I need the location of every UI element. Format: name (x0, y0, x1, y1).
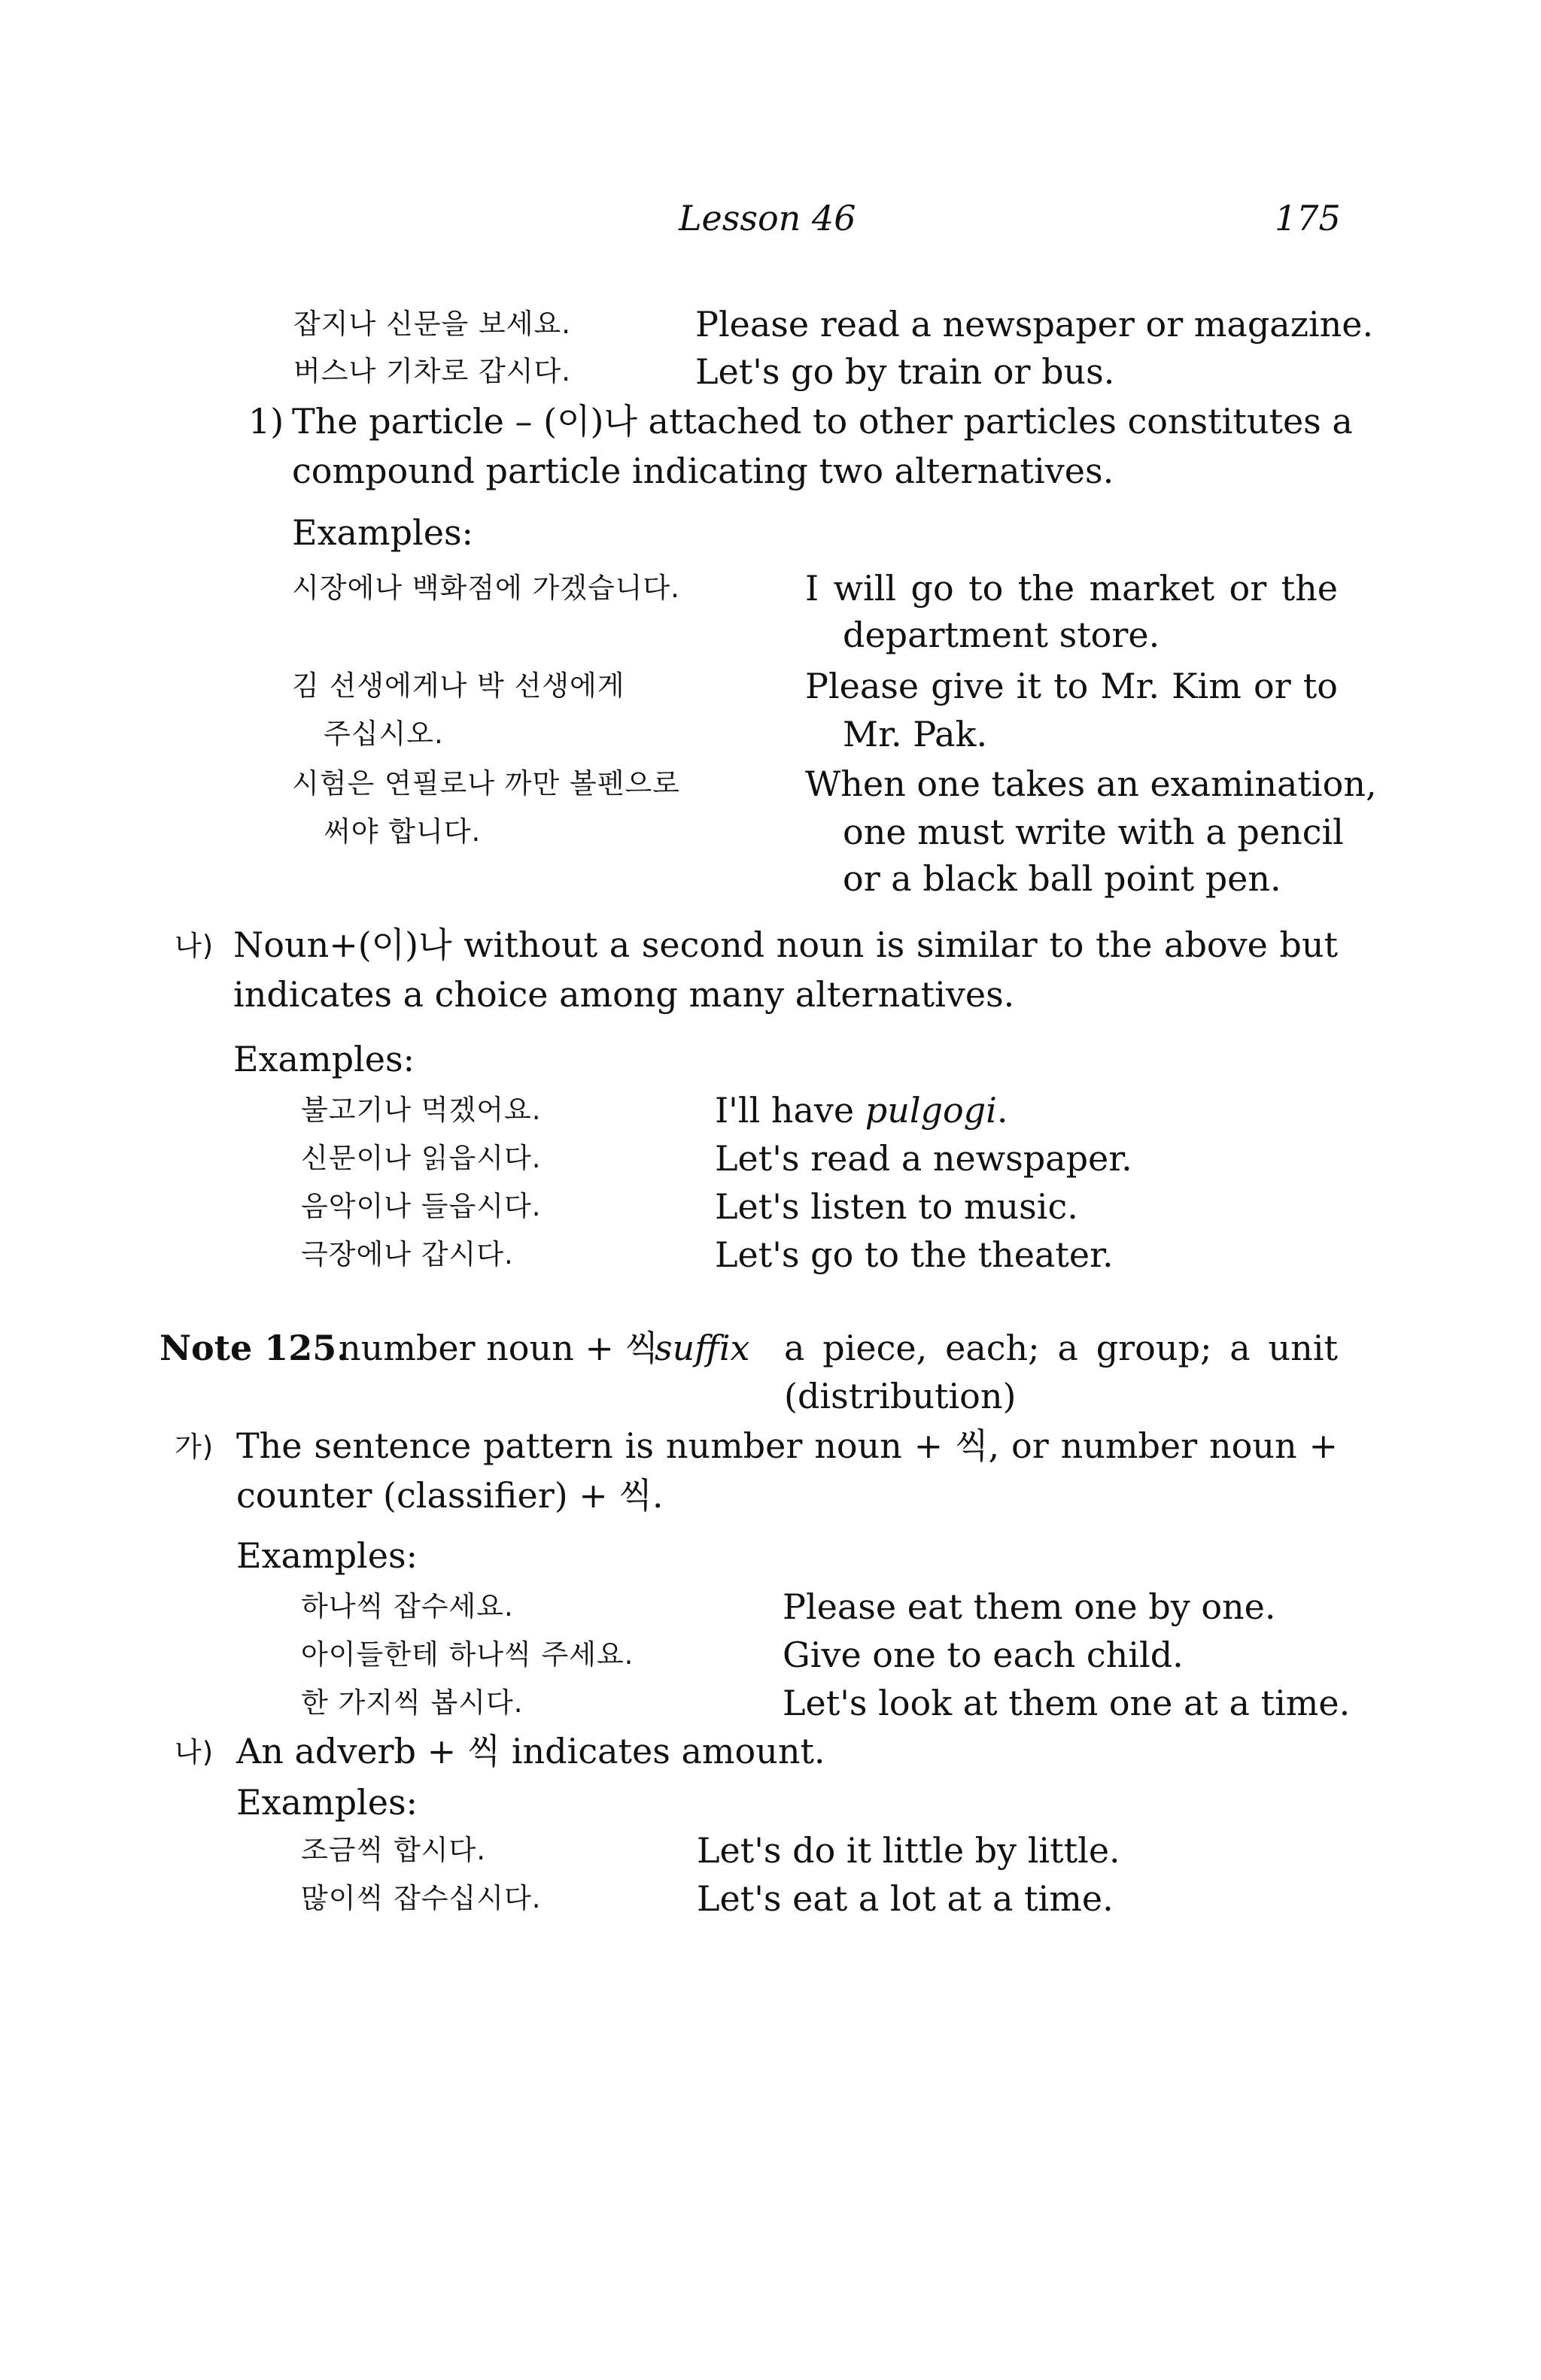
english-translation: Please read a newspaper or magazine. (695, 304, 1374, 345)
english-translation: department store. (843, 615, 1160, 655)
english-translation: Mr. Pak. (843, 714, 988, 754)
english-translation: Please eat them one by one. (783, 1586, 1276, 1627)
korean-example: 음악이나 들읍시다. (301, 1190, 542, 1222)
korean-example: 잡지나 신문을 보세요. (293, 308, 571, 340)
examples-label: Examples: (233, 1039, 415, 1079)
english-translation: Let's go to the theater. (715, 1234, 1114, 1275)
english-translation: Let's go by train or bus. (695, 351, 1115, 392)
section-text: The sentence pattern is number noun + 씩, or number noun + (236, 1425, 1338, 1466)
note-meaning: a piece, each; a group; a unit (784, 1328, 1338, 1368)
running-header-title: Lesson 46 (679, 198, 856, 238)
examples-label: Examples: (236, 1535, 418, 1576)
korean-example: 불고기나 먹겠어요. (301, 1094, 542, 1126)
note-label: Note 125. (160, 1328, 349, 1368)
korean-example: 주십시오. (324, 718, 444, 750)
section-text: An adverb + 씩 indicates amount. (236, 1731, 825, 1771)
note-category: suffix (655, 1328, 750, 1368)
english-translation: one must write with a pencil (843, 812, 1344, 852)
section-text: Noun+(이)나 without a second noun is similar to the above but (233, 924, 1338, 965)
english-translation: Let's read a newspaper. (715, 1138, 1132, 1179)
note-term: number noun + 씩 (339, 1328, 658, 1368)
examples-label: Examples: (236, 1782, 418, 1823)
english-translation: or a black ball point pen. (843, 858, 1281, 899)
korean-example: 많이씩 잡수십시다. (301, 1882, 542, 1914)
english-translation: I will go to the market or the (805, 568, 1338, 609)
english-translation: Let's look at them one at a time. (783, 1683, 1351, 1723)
korean-example: 극장에나 갑시다. (301, 1238, 514, 1270)
korean-example: 조금씩 합시다. (301, 1834, 486, 1866)
english-translation: Let's eat a lot at a time. (697, 1878, 1114, 1919)
section-marker: 나) (175, 1736, 214, 1768)
korean-example: 한 가지씩 봅시다. (301, 1686, 524, 1719)
korean-example: 하나씩 잡수세요. (301, 1590, 514, 1623)
section-marker: 가) (175, 1431, 214, 1463)
english-translation: Please give it to Mr. Kim or to (805, 666, 1338, 706)
korean-example: 김 선생에게나 박 선생에게 (292, 669, 625, 702)
section-text: indicates a choice among many alternatives. (233, 974, 1015, 1015)
english-translation: When one takes an examination, (805, 763, 1377, 804)
korean-example: 시험은 연필로나 까만 볼펜으로 (292, 767, 680, 800)
note-meaning: (distribution) (784, 1376, 1017, 1416)
korean-example: 신문이나 읽읍시다. (301, 1142, 542, 1174)
section-text: compound particle indicating two alternatives. (292, 451, 1114, 491)
english-translation: I'll have pulgogi. (715, 1090, 1008, 1131)
english-translation: Give one to each child. (783, 1635, 1184, 1675)
korean-example: 아이들한테 하나씩 주세요. (301, 1638, 634, 1671)
korean-example: 써야 합니다. (324, 815, 482, 848)
korean-example: 시장에나 백화점에 가겠습니다. (292, 572, 680, 604)
examples-label: Examples: (292, 512, 474, 553)
english-translation: Let's listen to music. (715, 1186, 1078, 1227)
section-text: counter (classifier) + 씩. (236, 1475, 664, 1516)
section-marker: 1) (248, 401, 284, 442)
section-marker: 나) (175, 930, 214, 962)
section-text: The particle – (이)나 attached to other particles constitutes a (292, 401, 1353, 442)
korean-example: 버스나 기차로 갑시다. (293, 355, 571, 387)
page-number: 175 (1275, 198, 1341, 238)
english-translation: Let's do it little by little. (697, 1830, 1120, 1871)
